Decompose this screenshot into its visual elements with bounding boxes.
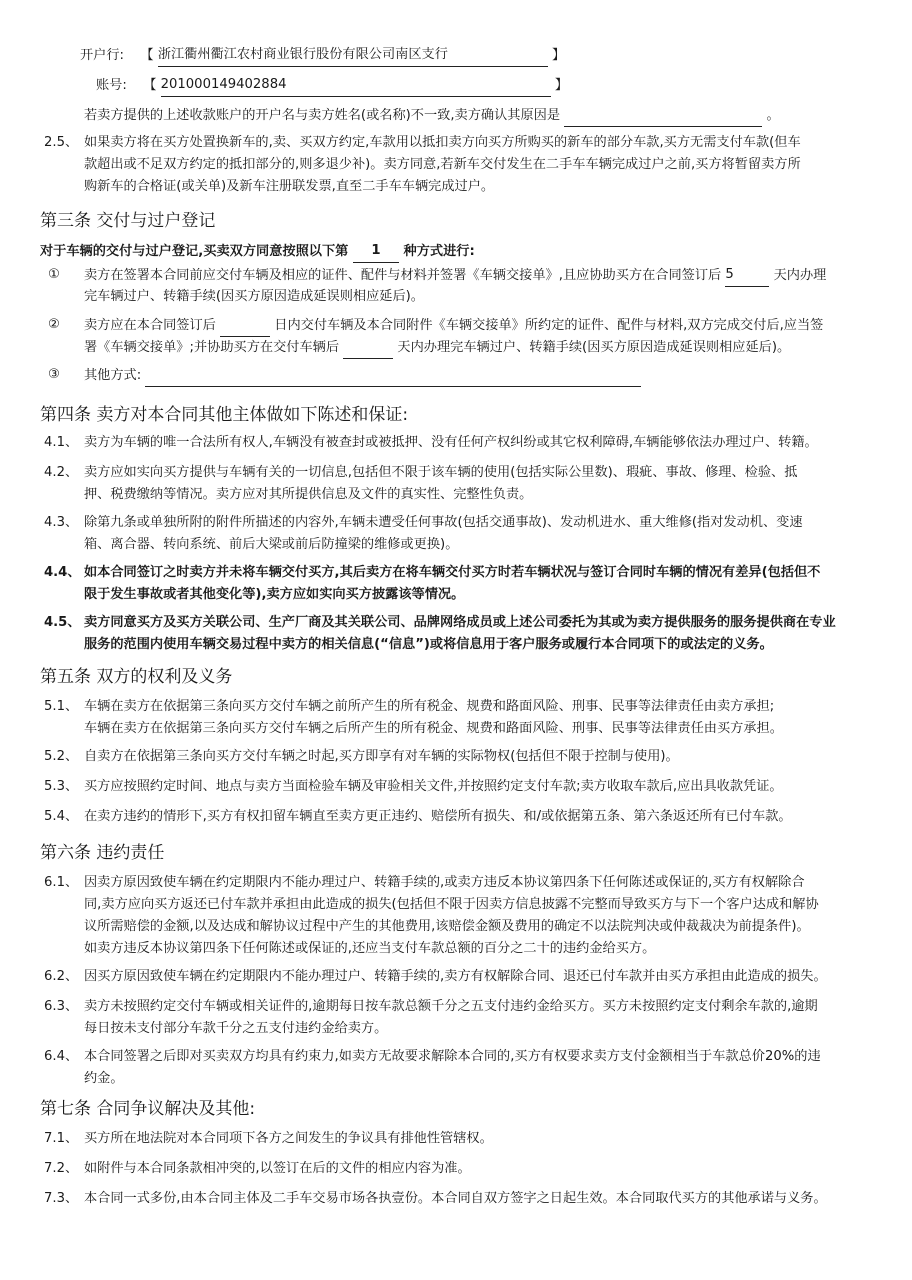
option-line: 完车辆过户、转籍手续(因买方原因造成延误则相应延后)。 bbox=[84, 289, 424, 304]
clause-line: 服务的范围内使用车辆交易过程中卖方的相关信息(“信息”)或将信息用于客户服务或履行本合同项下的或法定的义务。 bbox=[84, 637, 773, 652]
clause-line: 款超出或不足双方约定的抵扣部分的,则多退少补)。卖方同意,若新车交付发生在二手车车辆完成过户之前,买方将暂留卖方所 bbox=[84, 157, 801, 172]
clause-line: 在卖方违约的情形下,买方有权扣留车辆直至卖方更正违约、赔偿所有损失、和/或依据第五条、第六条返还所有已付车款。 bbox=[84, 809, 792, 824]
clause-line: 每日按未支付部分车款千分之五支付违约金给卖方。 bbox=[84, 1021, 388, 1036]
bracket-close: 】 bbox=[552, 48, 566, 63]
bracket-open: 【 bbox=[140, 48, 154, 63]
option-line bbox=[84, 336, 790, 359]
art3-intro bbox=[40, 240, 475, 263]
clause-line: 购新车的合格证(或关单)及新车注册联发票,直至二手车车辆完成过户。 bbox=[84, 179, 495, 194]
bank-label: 开户行: bbox=[80, 48, 125, 63]
clause-line: 如卖方违反本协议第四条下任何陈述或保证的,还应当支付车款总额的百分之二十的违约金给买方。 bbox=[84, 941, 656, 956]
clause-line: 卖方为车辆的唯一合法所有权人,车辆没有被查封或被抵押、没有任何产权纠纷或其它权利障碍,车辆能够依法办理过户、转籍。 bbox=[84, 435, 818, 450]
clause-line: 因买方原因致使车辆在约定期限内不能办理过户、转籍手续的,卖方有权解除合同、退还已付车款并由买方承担由此造成的损失。 bbox=[84, 969, 827, 984]
bank-value: 浙江衢州衢江农村商业银行股份有限公司南区支行 bbox=[158, 44, 548, 67]
option2-transfer-days-blank bbox=[343, 336, 393, 359]
bracket-close: 】 bbox=[554, 78, 569, 93]
article-title: 第五条 双方的权利及义务 bbox=[40, 667, 233, 687]
clause-line: 本合同签署之后即对买卖双方均具有约束力,如卖方无故要求解除本合同的,买方有权要求卖方支付金额相当于车款总价20%的违 bbox=[84, 1049, 821, 1064]
clause-line: 箱、离合器、转向系统、前后大梁或前后防撞梁的维修或更换)。 bbox=[84, 537, 459, 552]
clause-num: 4.2、 bbox=[44, 465, 79, 480]
option-mark: ③ bbox=[48, 367, 60, 382]
option-mark: ② bbox=[48, 317, 60, 332]
option-text: 署《车辆交接单》;并协助买方在交付车辆后 bbox=[84, 340, 340, 355]
clause-line: 卖方未按照约定交付车辆或相关证件的,逾期每日按车款总额千分之五支付违约金给买方。买方未按照约定支付剩余车款的,逾期 bbox=[84, 999, 818, 1014]
mismatch-end: 。 bbox=[766, 108, 780, 123]
option2-days-blank bbox=[220, 314, 270, 337]
account-label: 账号: bbox=[96, 78, 127, 93]
clause-num: 5.4、 bbox=[44, 809, 79, 824]
option-text: 天内办理完车辆过户、转籍手续(因买方原因造成延误则相应延后)。 bbox=[397, 340, 791, 355]
clause-num: 4.5、 bbox=[44, 615, 81, 630]
mismatch-text: 若卖方提供的上述收款账户的开户名与卖方姓名(或名称)不一致,卖方确认其原因是 bbox=[84, 108, 561, 123]
option-text: 其他方式: bbox=[84, 368, 142, 383]
clause-line: 限于发生事故或者其他变化等),卖方应如实向买方披露该等情况。 bbox=[84, 587, 465, 602]
clause-line: 如附件与本合同条款相冲突的,以签订在后的文件的相应内容为准。 bbox=[84, 1161, 471, 1176]
account-value: 201000149402884 bbox=[161, 74, 551, 97]
clause-num: 6.4、 bbox=[44, 1049, 79, 1064]
clause-line: 买方应按照约定时间、地点与卖方当面检验车辆及审验相关文件,并按照约定支付车款;卖方收取车款后,应出具收款凭证。 bbox=[84, 779, 783, 794]
option-text: 卖方在签署本合同前应交付车辆及相应的证件、配件与材料并签署《车辆交接单》,且应协助买方在合同签订后 bbox=[84, 268, 722, 283]
clause-num: 4.4、 bbox=[44, 565, 81, 580]
clause-num: 5.3、 bbox=[44, 779, 79, 794]
clause-line: 议所需赔偿的金额,以及达成和解协议过程中产生的其他费用,该赔偿金额及费用的确定不以法院判决或仲裁裁决为前提条件)。 bbox=[84, 919, 810, 934]
other-method-blank bbox=[145, 364, 641, 387]
option-line bbox=[84, 314, 823, 337]
clause-line: 卖方同意买方及买方关联公司、生产厂商及其关联公司、品牌网络成员或上述公司委托为其或为卖方提供服务的服务提供商在专业 bbox=[84, 615, 836, 630]
clause-num: 6.2、 bbox=[44, 969, 79, 984]
clause-line: 押、税费缴纳等情况。卖方应对其所提供信息及文件的真实性、完整性负责。 bbox=[84, 487, 533, 502]
article-title: 第六条 违约责任 bbox=[40, 843, 165, 863]
clause-num: 7.3、 bbox=[44, 1191, 79, 1206]
mismatch-row bbox=[84, 104, 780, 127]
clause-num: 5.2、 bbox=[44, 749, 79, 764]
clause-line: 因卖方原因致使车辆在约定期限内不能办理过户、转籍手续的,或卖方违反本协议第四条下任何陈述或保证的,买方有权解除合 bbox=[84, 875, 805, 890]
clause-line: 自卖方在依据第三条向买方交付车辆之时起,买方即享有对车辆的实际物权(包括但不限于控制与使用)。 bbox=[84, 749, 679, 764]
option-text: 卖方应在本合同签订后 bbox=[84, 318, 216, 333]
clause-num: 7.1、 bbox=[44, 1131, 79, 1146]
clause-num: 4.3、 bbox=[44, 515, 79, 530]
option-text: 天内办理 bbox=[773, 268, 827, 283]
article-title: 第七条 合同争议解决及其他: bbox=[40, 1099, 256, 1119]
bank-row bbox=[80, 44, 565, 67]
account-row bbox=[96, 74, 568, 97]
clause-num: 6.3、 bbox=[44, 999, 79, 1014]
clause-num: 2.5、 bbox=[44, 135, 79, 150]
clause-line: 买方所在地法院对本合同项下各方之间发生的争议具有排他性管辖权。 bbox=[84, 1131, 493, 1146]
clause-line: 本合同一式多份,由本合同主体及二手车交易市场各执壹份。本合同自双方签字之日起生效。本合同取代买方的其他承诺与义务。 bbox=[84, 1191, 827, 1206]
intro-text: 对于车辆的交付与过户登记,买卖双方同意按照以下第 bbox=[40, 244, 349, 259]
option-mark: ① bbox=[48, 267, 60, 282]
option1-days: 5 bbox=[725, 264, 769, 287]
bracket-open: 【 bbox=[143, 78, 157, 93]
clause-line: 车辆在卖方在依据第三条向买方交付车辆之后所产生的所有税金、规费和路面风险、刑事、民事等法律责任由买方承担。 bbox=[84, 721, 783, 736]
clause-line: 车辆在卖方在依据第三条向买方交付车辆之前所产生的所有税金、规费和路面风险、刑事、民事等法律责任由卖方承担; bbox=[84, 699, 775, 714]
article-title: 第四条 卖方对本合同其他主体做如下陈述和保证: bbox=[40, 405, 409, 425]
clause-num: 5.1、 bbox=[44, 699, 79, 714]
intro-text: 种方式进行: bbox=[403, 244, 475, 259]
clause-line: 如本合同签订之时卖方并未将车辆交付买方,其后卖方在将车辆交付买方时若车辆状况与签订合同时车辆的情况有差异(包括但不 bbox=[84, 565, 821, 580]
clause-line: 卖方应如实向买方提供与车辆有关的一切信息,包括但不限于该车辆的使用(包括实际公里数)、瑕疵、事故、修理、检验、抵 bbox=[84, 465, 798, 480]
clause-num: 7.2、 bbox=[44, 1161, 79, 1176]
clause-num: 6.1、 bbox=[44, 875, 79, 890]
clause-num: 4.1、 bbox=[44, 435, 79, 450]
intro-option-value: 1 bbox=[353, 240, 399, 263]
clause-line: 如果卖方将在买方处置换新车的,卖、买双方约定,车款用以抵扣卖方向买方所购买的新车的部分车款,买方无需支付车款(但车 bbox=[84, 135, 801, 150]
clause-line: 除第九条或单独所附的附件所描述的内容外,车辆未遭受任何事故(包括交通事故)、发动机进水、重大维修(指对发动机、变速 bbox=[84, 515, 803, 530]
option-line bbox=[84, 364, 641, 387]
clause-line: 约金。 bbox=[84, 1071, 124, 1086]
mismatch-reason-blank bbox=[564, 104, 762, 127]
option-text: 日内交付车辆及本合同附件《车辆交接单》所约定的证件、配件与材料,双方完成交付后,应当签 bbox=[274, 318, 824, 333]
option-line bbox=[84, 264, 826, 287]
clause-line: 同,卖方应向买方返还已付车款并承担由此造成的损失(包括但不限于因卖方信息披露不完整而导致买方与下一个客户达成和解协 bbox=[84, 897, 819, 912]
article-title: 第三条 交付与过户登记 bbox=[40, 211, 216, 231]
